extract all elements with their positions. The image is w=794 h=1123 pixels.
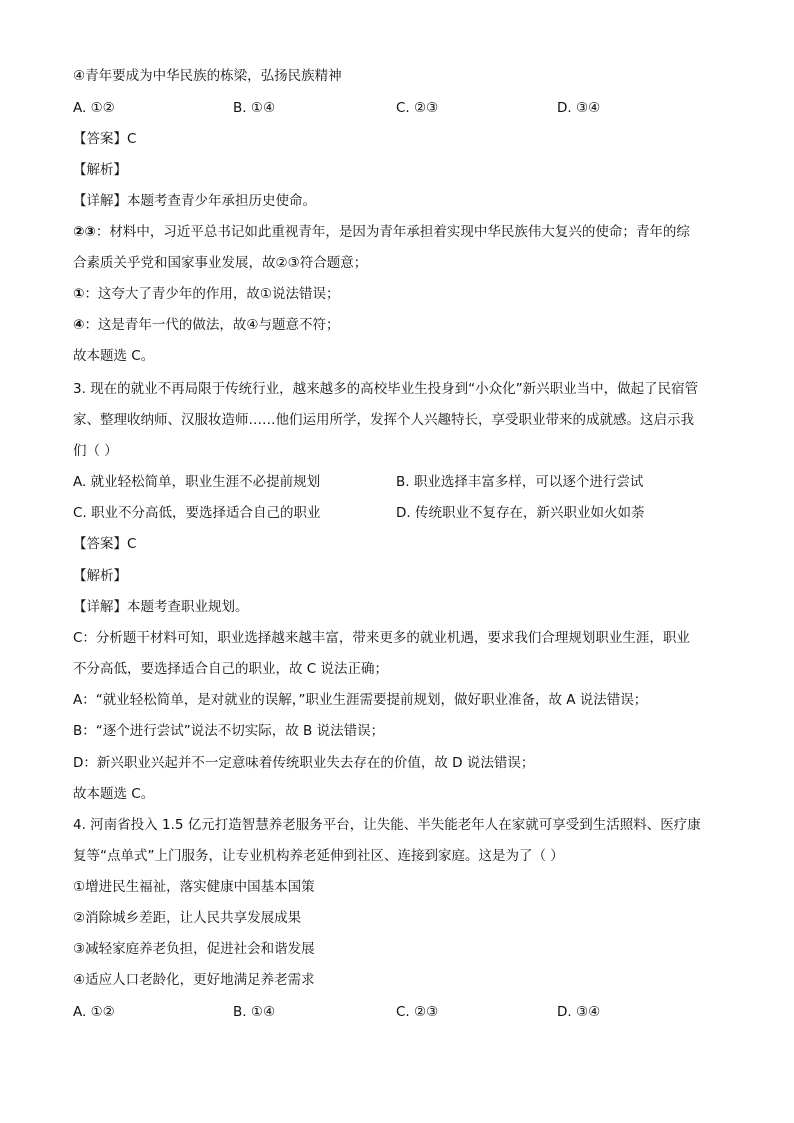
q2-options bbox=[73, 98, 723, 118]
q2-explanation-23-line2: 合素质关乎党和国家事业发展，故②③符合题意； bbox=[73, 255, 368, 271]
q2-explanation-23-prefix: ②③ bbox=[73, 224, 96, 240]
q4-statement-2: ②消除城乡差距，让人民共享发展成果 bbox=[73, 910, 302, 926]
q2-option-d: D. ③④ bbox=[557, 100, 601, 116]
q3-stem-line1: 3. 现在的就业不再局限于传统行业，越来越多的高校毕业生投身到“小众化”新兴职业当中，做起了民宿管 bbox=[73, 381, 699, 397]
q3-conclusion: 故本题选 C。 bbox=[73, 786, 155, 802]
q3-options-row1 bbox=[73, 472, 723, 492]
q4-statement-4: ④适应人口老龄化，更好地满足养老需求 bbox=[73, 972, 315, 988]
q2-explanation-1 bbox=[73, 284, 340, 304]
q3-option-b: B. 职业选择丰富多样，可以逐个进行尝试 bbox=[396, 474, 644, 490]
q3-detail: 【详解】本题考查职业规划。 bbox=[73, 599, 249, 615]
q2-explanation-23-line1 bbox=[73, 222, 690, 242]
q2-explanation-4-prefix: ④ bbox=[73, 317, 85, 333]
q3-stem-line2: 家、整理收纳师、汉服妆造师……他们运用所学，发挥个人兴趣特长，享受职业带来的成就感。这启示我 bbox=[73, 412, 694, 428]
q4-stem-line1: 4. 河南省投入 1.5 亿元打造智慧养老服务平台，让失能、半失能老年人在家就可享受到生活照料、医疗康 bbox=[73, 817, 701, 833]
q3-explanation-b: B：“逐个进行尝试”说法不切实际，故 B 说法错误； bbox=[73, 723, 385, 739]
q3-explanation-d: D：新兴职业兴起并不一定意味着传统职业失去存在的价值，故 D 说法错误； bbox=[73, 755, 535, 771]
q2-explanation-1-prefix: ① bbox=[73, 286, 85, 302]
q2-detail: 【详解】本题考查青少年承担历史使命。 bbox=[73, 193, 316, 209]
q3-option-c: C. 职业不分高低，要选择适合自己的职业 bbox=[73, 505, 321, 521]
q3-explanation-c-line1: C：分析题干材料可知，职业选择越来越丰富，带来更多的就业机遇，要求我们合理规划职业生涯，职业 bbox=[73, 630, 690, 646]
q2-explanation-1-text: ：这夸大了青少年的作用，故①说法错误； bbox=[84, 286, 340, 302]
q4-stem-line2: 复等“点单式”上门服务，让专业机构养老延伸到社区、连接到家庭。这是为了（ ） bbox=[73, 848, 564, 864]
q3-analysis-label: 【解析】 bbox=[73, 568, 127, 584]
q3-explanation-c-line2: 不分高低，要选择适合自己的职业，故 C 说法正确； bbox=[73, 661, 389, 677]
q2-explanation-4 bbox=[73, 315, 340, 335]
q4-option-d: D. ③④ bbox=[557, 1004, 601, 1020]
q4-option-b: B. ①④ bbox=[233, 1004, 276, 1020]
q4-options bbox=[73, 1002, 723, 1022]
q2-explanation-23-text: ：材料中，习近平总书记如此重视青年，是因为青年承担着实现中华民族伟大复兴的使命；青年的综 bbox=[95, 224, 690, 240]
q4-statement-3: ③减轻家庭养老负担，促进社会和谐发展 bbox=[73, 941, 315, 957]
q4-option-a: A. ①② bbox=[73, 1004, 115, 1020]
q2-explanation-4-text: ：这是青年一代的做法，故④与题意不符； bbox=[84, 317, 340, 333]
q3-explanation-a: A：“就业轻松简单，是对就业的误解，”职业生涯需要提前规划，做好职业准备，故 A 说法错误； bbox=[73, 692, 648, 708]
q2-option-a: A. ①② bbox=[73, 100, 115, 116]
q2-analysis-label: 【解析】 bbox=[73, 162, 127, 178]
q3-stem-line3: 们（ ） bbox=[73, 443, 118, 459]
q3-option-d: D. 传统职业不复存在，新兴职业如火如荼 bbox=[396, 505, 645, 521]
q3-option-a: A. 就业轻松简单，职业生涯不必提前规划 bbox=[73, 474, 321, 490]
q2-answer: 【答案】C bbox=[73, 131, 137, 147]
q2-conclusion: 故本题选 C。 bbox=[73, 348, 155, 364]
q3-answer: 【答案】C bbox=[73, 536, 137, 552]
q2-option-b: B. ①④ bbox=[233, 100, 276, 116]
q3-options-row2 bbox=[73, 503, 723, 523]
q4-option-c: C. ②③ bbox=[396, 1004, 439, 1020]
q2-option-c: C. ②③ bbox=[396, 100, 439, 116]
q2-statement-4: ④青年要成为中华民族的栋梁，弘扬民族精神 bbox=[73, 68, 342, 84]
q4-statement-1: ①增进民生福祉，落实健康中国基本国策 bbox=[73, 879, 315, 895]
